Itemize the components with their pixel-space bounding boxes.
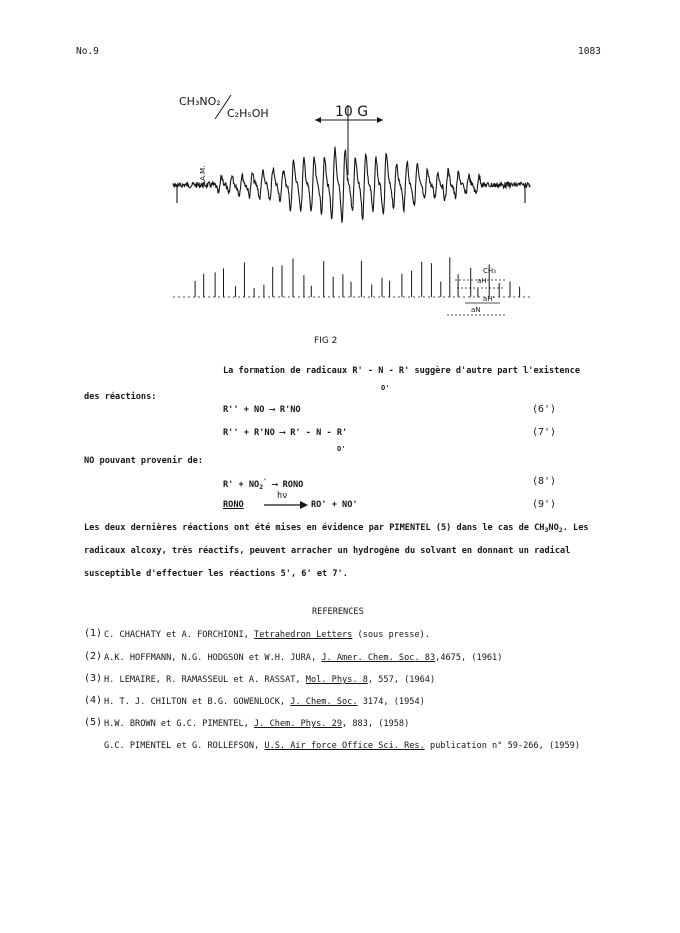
ref-5-number: (5) bbox=[84, 717, 103, 728]
intro-line-2: des réactions: bbox=[84, 392, 157, 402]
ref-3: H. LEMAIRE, R. RAMASSEUL et A. RASSAT, Mol. Phys. 8, 557, (1964) bbox=[104, 675, 436, 685]
bracket-ah2-label: aH' bbox=[483, 295, 495, 303]
paragraph-2-line-2: radicaux alcoxy, très réactifs, peuvent arracher un hydrogène du solvant en donnant un radical bbox=[84, 546, 571, 556]
bracket-ah-label: aH bbox=[477, 277, 487, 285]
ref-1: C. CHACHATY et A. FORCHIONI, Tetrahedron Letters (sous presse). bbox=[104, 630, 430, 640]
solvent-label-b: C₂H₅OH bbox=[227, 107, 269, 120]
equation-8: $R' + NO_2'$ ⟶ RONO bbox=[223, 477, 304, 491]
equation-9: RONO bbox=[223, 500, 244, 510]
ref-2: A.K. HOFFMANN, N.G. HODGSON et W.H. JURA, J. Amer. Chem. Soc. 83,4675, (1961) bbox=[104, 653, 503, 663]
ref-3-number: (3) bbox=[84, 673, 103, 684]
spectrum-trace bbox=[173, 147, 530, 223]
equation-9-arrow bbox=[262, 500, 310, 510]
equation-7-oxygen: O' bbox=[337, 445, 346, 453]
axis-label: I.A.M. bbox=[199, 165, 207, 185]
scale-label: 10 G bbox=[335, 104, 369, 120]
equation-6: R'' + NO ⟶ R'NO bbox=[223, 405, 301, 415]
scale-arrow-left bbox=[315, 117, 321, 123]
equation-7-number: (7') bbox=[532, 427, 557, 438]
bracket-ch3-label: CH₃ bbox=[483, 267, 496, 275]
stick-lines bbox=[195, 257, 519, 297]
intro-nitroxide-oxygen: O' bbox=[381, 384, 390, 392]
paragraph-2-line-1: Les deux dernières réactions ont été mises en évidence par PIMENTEL (5) dans le cas de $CH_3NO_2$. Les bbox=[84, 523, 589, 534]
equation-8-number: (8') bbox=[532, 476, 557, 487]
equation-7: R'' + R'NO ⟶ R' - N - R' bbox=[223, 428, 348, 438]
scale-arrow-right bbox=[377, 117, 383, 123]
ref-1-number: (1) bbox=[84, 628, 103, 639]
page-header-left: No.9 bbox=[76, 46, 99, 57]
intro-line-1: La formation de radicaux R' - N - R' suggère d'autre part l'existence bbox=[223, 366, 581, 376]
ref-5-continued: G.C. PIMENTEL et G. ROLLEFSON, U.S. Air force Office Sci. Res. publication n° 59-266, (1959) bbox=[104, 741, 580, 751]
paragraph-2-line-3: susceptible d'effectuer les réactions 5', 6' et 7'. bbox=[84, 569, 348, 579]
ref-5: H.W. BROWN et G.C. PIMENTEL, J. Chem. Phys. 29, 883, (1958) bbox=[104, 719, 410, 729]
bracket-an-label: aN bbox=[471, 306, 481, 314]
ref-4: H. T. J. CHILTON et B.G. GOWENLOCK, J. Chem. Soc. 3174, (1954) bbox=[104, 697, 425, 707]
no-origin-line: NO pouvant provenir de: bbox=[84, 456, 203, 466]
solvent-label-a: CH₃NO₂ bbox=[179, 95, 221, 108]
figure-caption: FIG 2 bbox=[314, 336, 338, 346]
ref-2-number: (2) bbox=[84, 651, 103, 662]
equation-9-number: (9') bbox=[532, 499, 557, 510]
equation-9-hv: hν bbox=[277, 491, 288, 501]
page-number: 1083 bbox=[578, 46, 601, 57]
ref-4-number: (4) bbox=[84, 695, 103, 706]
esr-spectrum-figure bbox=[165, 85, 540, 325]
references-heading: REFERENCES bbox=[312, 607, 364, 617]
equation-9-products: RO' + NO' bbox=[311, 500, 358, 510]
equation-6-number: (6') bbox=[532, 404, 557, 415]
